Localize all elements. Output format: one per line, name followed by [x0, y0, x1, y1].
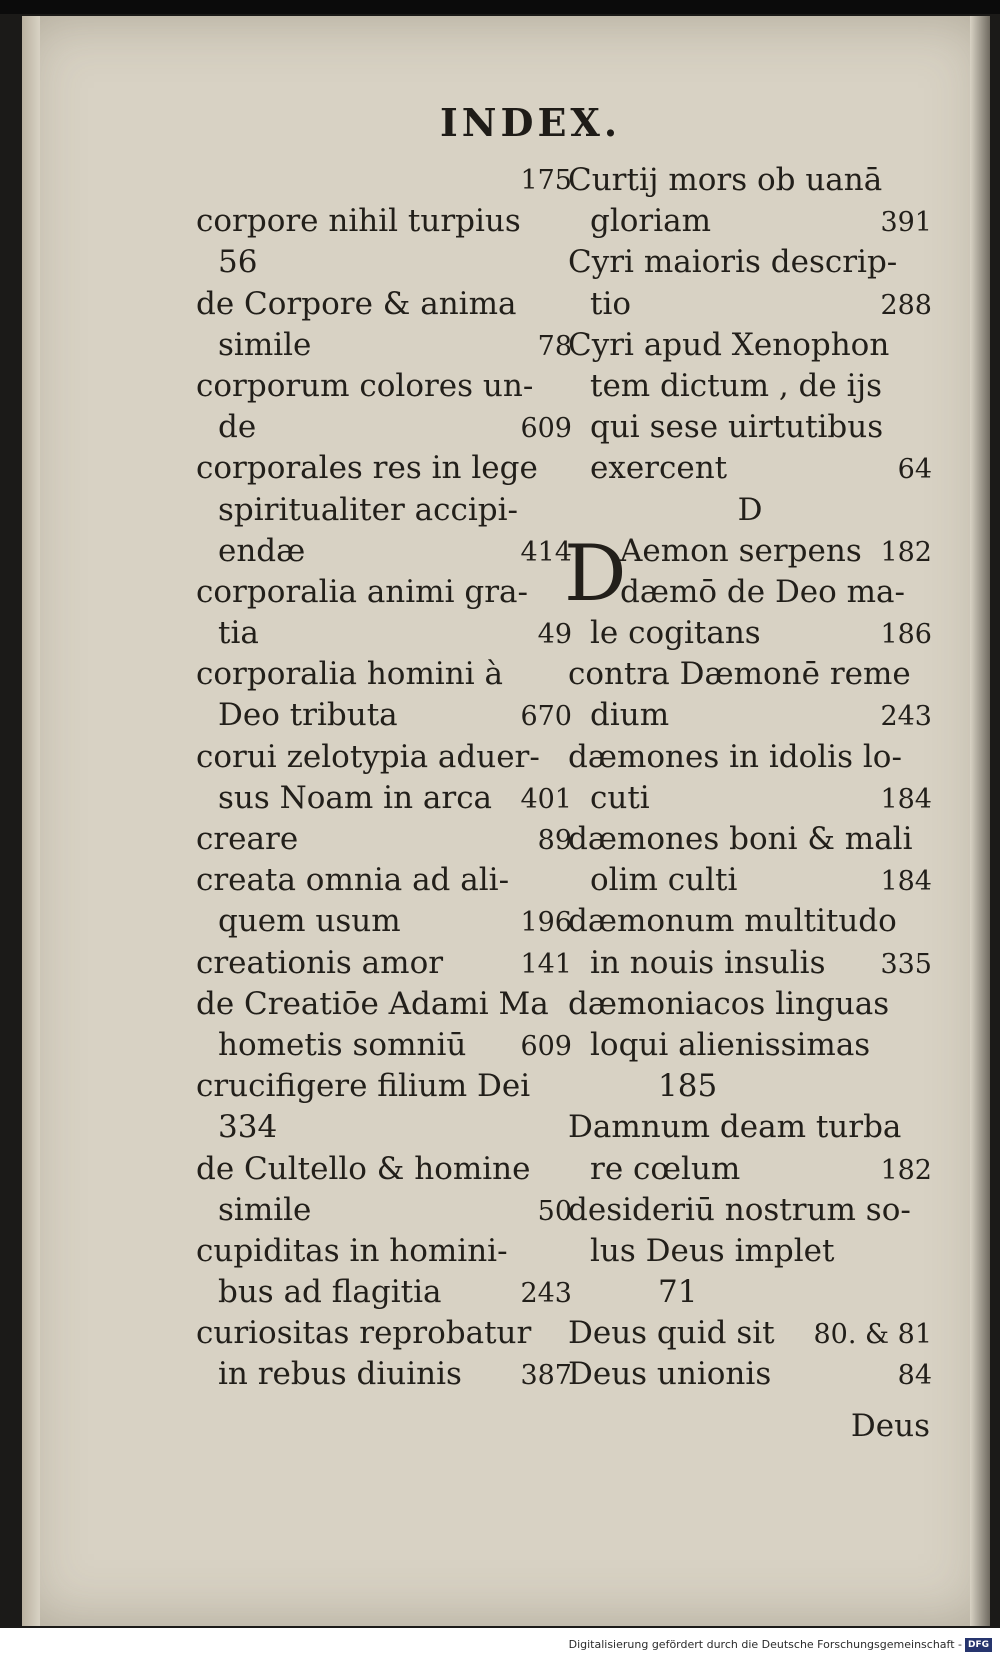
index-entry: [196, 284, 572, 325]
index-entry: [568, 325, 932, 366]
entry-term: in nouis insulis: [590, 944, 826, 981]
entry-term: de Corpore & anima: [196, 285, 517, 322]
entry-term: creationis amor: [196, 944, 444, 981]
index-entry: [568, 284, 932, 325]
entry-page-number: 184: [880, 783, 932, 815]
entry-term: Damnum deam turba: [568, 1109, 902, 1146]
index-column-left: [196, 160, 572, 1396]
entry-page-number: 288: [880, 289, 932, 321]
index-entry: [196, 613, 572, 654]
entry-term: simile: [218, 326, 312, 363]
index-entry: [196, 325, 572, 366]
index-entry: [568, 490, 932, 531]
entry-term: exercent: [590, 450, 728, 487]
entry-term: corpore nihil turpius: [196, 203, 521, 240]
index-entry: [568, 984, 932, 1025]
index-entry: [196, 1066, 572, 1107]
entry-term: bus ad flagitia: [218, 1274, 442, 1311]
entry-term: 71: [658, 1274, 698, 1311]
entry-page-number: 49: [537, 619, 572, 651]
entry-term: corui zelotypia aduer-: [196, 738, 540, 775]
entry-term: corporales res in lege: [196, 450, 538, 487]
index-entry: [196, 737, 572, 778]
entry-term: cupiditas in homini-: [196, 1232, 508, 1269]
entry-page-number: 401: [520, 783, 572, 815]
entry-term: dæmones in idolis lo-: [568, 738, 902, 775]
entry-term: de: [218, 409, 257, 446]
entry-page-number: 387: [520, 1360, 572, 1392]
entry-term: quem usum: [218, 903, 401, 940]
entry-term: dium: [590, 697, 670, 734]
index-entry: [568, 1025, 932, 1066]
index-entry: [196, 366, 572, 407]
index-entry: [196, 490, 572, 531]
index-entry: [196, 901, 572, 942]
index-entry: [568, 1107, 932, 1148]
entry-page-number: 80. & 81: [813, 1319, 932, 1351]
index-entry: [568, 737, 932, 778]
index-entry: [568, 695, 932, 736]
entry-term: hometis somniū: [218, 1026, 467, 1063]
entry-term: le cogitans: [590, 615, 761, 652]
entry-term: lus Deus implet: [590, 1232, 835, 1269]
index-entry: [568, 1066, 932, 1107]
index-entry: [196, 1313, 572, 1354]
entry-term: 334: [218, 1109, 278, 1146]
index-entry: [196, 407, 572, 448]
digitization-footer: [0, 1628, 1000, 1661]
index-entry: [568, 778, 932, 819]
entry-page-number: 89: [537, 825, 572, 856]
index-entry: [568, 448, 932, 489]
footer-text: Digitalisierung gefördert durch die Deutsche Forschungsgemeinschaft -: [568, 1638, 962, 1651]
index-entry: [568, 613, 932, 654]
entry-term: tio: [590, 285, 632, 322]
entry-term: contra Dæmonē reme: [568, 656, 911, 693]
entry-term: corporalia animi gra-: [196, 573, 528, 610]
entry-term: tem dictum , de ijs: [590, 367, 883, 404]
entry-page-number: 64: [897, 454, 932, 486]
index-entry: [196, 943, 572, 984]
entry-term: simile: [218, 1191, 312, 1228]
entry-term: crucifigere filium Dei: [196, 1068, 531, 1105]
entry-page-number: 335: [880, 948, 932, 980]
entry-page-number: 196: [520, 907, 572, 939]
index-entry: [568, 366, 932, 407]
index-entry: [196, 448, 572, 489]
index-entry: [568, 572, 932, 613]
index-entry: [568, 1313, 932, 1354]
index-entry: [196, 160, 572, 201]
entry-page-number: 609: [520, 413, 572, 445]
entry-term: 56: [218, 244, 258, 281]
index-entry: [196, 1354, 572, 1395]
index-entry: [568, 860, 932, 901]
index-entry: [568, 1149, 932, 1190]
entry-term: Deus unionis: [568, 1356, 772, 1393]
index-entry: [568, 1272, 932, 1313]
top-bar: [0, 0, 1000, 14]
index-entry: [568, 819, 932, 860]
page-header: INDEX.: [440, 100, 622, 145]
entry-term: Aemon serpens: [620, 532, 862, 569]
index-entry: [196, 984, 572, 1025]
index-entry: [196, 819, 572, 860]
page-gutter: [22, 16, 40, 1626]
index-entry: [196, 531, 572, 572]
entry-term: endæ: [218, 532, 306, 569]
entry-term: cuti: [590, 779, 650, 816]
entry-term: dæmones boni & mali: [568, 821, 913, 857]
entry-term: creare: [196, 821, 299, 857]
index-entry: [196, 778, 572, 819]
index-entry: [568, 201, 932, 242]
entry-term: desideriū nostrum so-: [568, 1191, 911, 1228]
index-entry: [568, 943, 932, 984]
entry-term: Cyri apud Xenophon: [568, 326, 890, 363]
entry-term: creata omnia ad ali-: [196, 862, 510, 899]
entry-term: curiositas reprobatur: [196, 1315, 532, 1352]
index-entry: [196, 695, 572, 736]
index-entry: [196, 1272, 572, 1313]
index-entry: [568, 1354, 932, 1395]
entry-page-number: 670: [520, 701, 572, 733]
entry-page-number: 186: [880, 619, 932, 651]
entry-term: de Cultello & homine: [196, 1150, 531, 1187]
entry-term: 185: [658, 1068, 718, 1105]
catchword: Deus: [850, 1408, 930, 1444]
index-entry: [568, 407, 932, 448]
entry-page-number: 182: [880, 536, 932, 568]
entry-page-number: 175: [520, 165, 572, 196]
entry-term: Cyri maioris descrip-: [568, 244, 898, 281]
entry-term: tia: [218, 615, 259, 652]
entry-term: Deo tributa: [218, 697, 398, 734]
index-entry: [196, 1231, 572, 1272]
index-entry: [196, 654, 572, 695]
index-entry: [196, 1190, 572, 1231]
index-entry: [196, 201, 572, 242]
entry-page-number: 182: [880, 1154, 932, 1186]
index-entry: [568, 160, 932, 201]
entry-term: gloriam: [590, 203, 712, 240]
entry-page-number: 414: [520, 536, 572, 568]
entry-term: de Creatiōe Adami Ma: [196, 985, 549, 1022]
entry-term: qui sese uirtutibus: [590, 409, 884, 446]
dfg-logo: DFG: [965, 1638, 992, 1652]
entry-term: in rebus diuinis: [218, 1356, 462, 1393]
entry-page-number: 141: [520, 948, 572, 980]
entry-term: Curtij mors ob uanā: [568, 162, 883, 198]
index-entry: [568, 1231, 932, 1272]
entry-term: olim culti: [590, 862, 738, 899]
entry-term: dæmonum multitudo: [568, 903, 897, 940]
entry-page-number: 78: [537, 330, 572, 362]
entry-page-number: 243: [520, 1278, 572, 1310]
entry-term: spiritualiter accipi-: [218, 491, 518, 528]
index-entry: [196, 1025, 572, 1066]
index-entry: [196, 1149, 572, 1190]
entry-term: corporum colores un-: [196, 367, 534, 404]
page-edge-shadow: [970, 16, 990, 1626]
entry-page-number: 391: [880, 207, 932, 239]
index-entry: [196, 860, 572, 901]
index-entry: [568, 901, 932, 942]
entry-term: D: [737, 491, 763, 528]
entry-page-number: 50: [537, 1195, 572, 1227]
index-entry: [568, 1190, 932, 1231]
index-entry: [196, 1107, 572, 1148]
index-column-right: [564, 160, 932, 1396]
entry-page-number: 84: [897, 1360, 932, 1392]
drop-cap: D: [564, 528, 627, 619]
entry-page-number: 609: [520, 1030, 572, 1062]
index-entry: [196, 242, 572, 283]
index-entry: [568, 242, 932, 283]
entry-page-number: 184: [880, 866, 932, 898]
entry-term: Deus quid sit: [568, 1315, 775, 1352]
entry-term: dæmō de Deo ma-: [620, 573, 906, 610]
index-entry: [568, 654, 932, 695]
entry-page-number: 243: [880, 701, 932, 733]
index-entry: [196, 572, 572, 613]
entry-term: re cœlum: [590, 1150, 741, 1187]
entry-term: loqui alienissimas: [590, 1026, 871, 1063]
entry-term: dæmoniacos linguas: [568, 985, 890, 1022]
entry-term: corporalia homini à: [196, 656, 503, 693]
entry-term: sus Noam in arca: [218, 779, 493, 816]
